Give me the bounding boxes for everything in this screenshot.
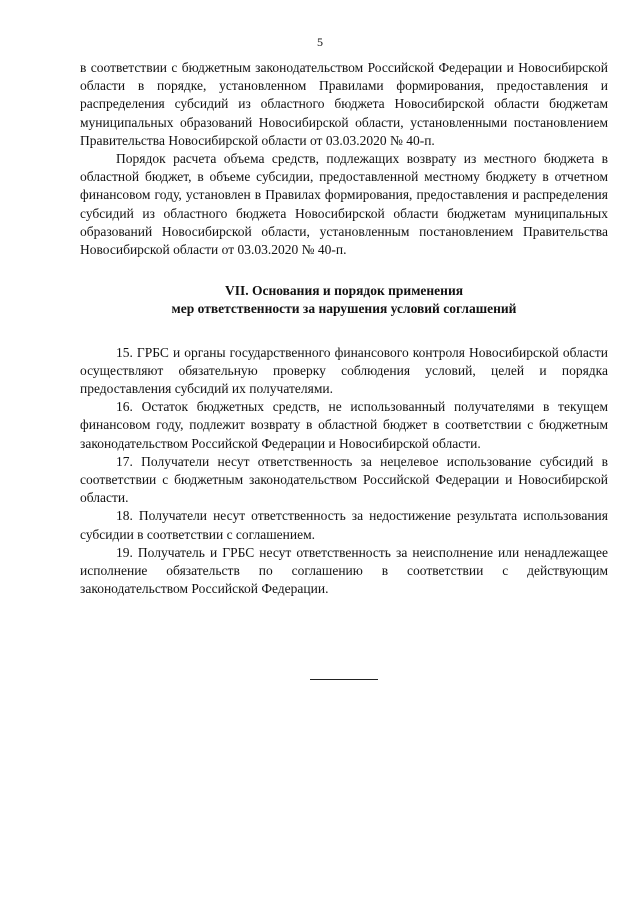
list-item-18: 18. Получатели несут ответственность за недостижение результата использования субсидии в соответствии с соглашением. (80, 508, 608, 542)
list-item-19: 19. Получатель и ГРБС несут ответственность за неисполнение или ненадлежащее исполнение обязательств по соглашению в соответствии с действующим законодательством Российской Федерации. (80, 544, 608, 597)
section-heading-line-1: VII. Основания и порядок применения (224, 283, 464, 299)
document-body (80, 59, 608, 598)
list-item-16: 16. Остаток бюджетных средств, не использованный получателями в текущем финансовом году, подлежит возврату в областной бюджет в соответствии с бюджетным законодательством Российской Федерации и Новосибирской области. (80, 399, 608, 451)
paragraph-continuation: в соответствии с бюджетным законодательством Российской Федерации и Новосибирской области в порядке, установленном Правилами формирования, предоставления и распределения субсидий из областного бюджета Новосибирской области бюджетам муниципальных образований Новосибирской области, установленными постановлением Правительства Новосибирской области от 03.03.2020 № 40-п. (80, 60, 608, 148)
list-item-15: 15. ГРБС и органы государственного финансового контроля Новосибирской области осуществляют обязательную проверку соблюдения условий, целей и порядка предоставления субсидий их получателями. (80, 344, 608, 397)
closing-divider (310, 679, 378, 680)
section-heading (80, 282, 608, 318)
section-heading-line-2: мер ответственности за нарушения условий соглашений (171, 301, 517, 317)
list-item-17: 17. Получатели несут ответственность за нецелевое использование субсидий в соответствии с бюджетным законодательством Российской Федерации и Новосибирской области. (80, 453, 608, 506)
page-number: 5 (317, 35, 323, 49)
paragraph-refund-calculation: Порядок расчета объема средств, подлежащих возврату из местного бюджета в областной бюджет, в объеме субсидии, предоставленной местному бюджету в отчетном финансовом году, установлен в Правилах формирования, предоставления и распределения субсидий из областного бюджета Новосибирской области бюджетам муниципальных образований Новосибирской области, установленным постановлением Правительства Новосибирской области от 03.03.2020 № 40-п. (80, 151, 608, 258)
